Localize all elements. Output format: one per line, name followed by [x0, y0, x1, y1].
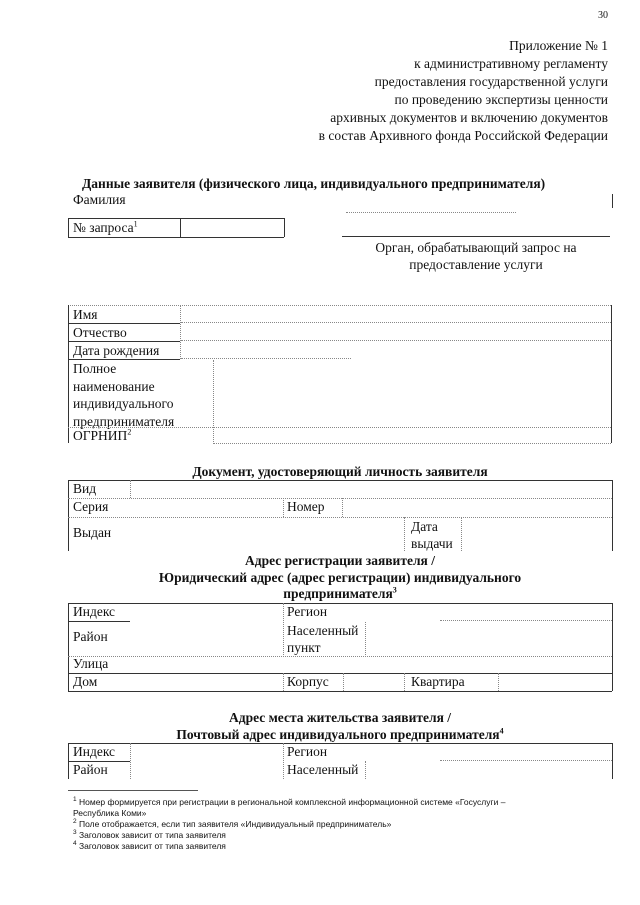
doc-issue-date-label: Дата выдачи	[411, 519, 453, 551]
page-number: 30	[598, 10, 608, 21]
appendix-line: предоставления государственной услуги	[374, 74, 608, 89]
footnote-4: $^4$ Заголовок зависит от типа заявителя	[73, 840, 226, 851]
doc-series-label: Серия	[73, 499, 109, 514]
birthdate-label: Дата рождения	[73, 343, 160, 358]
footnote-separator	[68, 790, 198, 791]
identity-doc-title: Документ, удостоверяющий личность заявителя	[192, 464, 488, 479]
reg-index-label: Индекс	[73, 604, 116, 619]
doc-type-field[interactable]	[131, 481, 611, 497]
res-index-label: Индекс	[73, 744, 116, 759]
reg-district-label: Район	[73, 629, 108, 644]
request-number-field[interactable]	[181, 219, 283, 236]
appendix-line: архивных документов и включению документов	[330, 110, 608, 125]
reg-district-field[interactable]	[131, 622, 281, 654]
reg-building-field[interactable]	[344, 674, 402, 690]
res-district-label: Район	[73, 762, 108, 777]
appendix-header	[319, 37, 608, 145]
reg-building-label: Корпус	[287, 674, 329, 689]
birthdate-field-line[interactable]	[181, 358, 351, 359]
surname-field-line[interactable]	[346, 212, 516, 213]
appendix-line: в состав Архивного фонда Российской Федерации	[318, 128, 608, 143]
reg-house-label: Дом	[73, 674, 98, 689]
surname-label: Фамилия	[73, 192, 126, 207]
entrepreneur-name-label: Полное наименование индивидуального предпринимателя	[73, 361, 175, 429]
appendix-line: по проведению экспертизы ценности	[394, 92, 608, 107]
reg-locality-label: Населенный пункт	[287, 623, 359, 655]
name-label: Имя	[73, 307, 98, 322]
ogrnip-label: ОГРНИП$^2$	[73, 427, 132, 443]
doc-issued-by-label: Выдан	[73, 525, 112, 540]
doc-number-label: Номер	[287, 499, 325, 514]
reg-region-label: Регион	[287, 604, 328, 619]
res-district-field[interactable]	[131, 762, 281, 778]
res-index-field[interactable]	[131, 744, 281, 760]
registration-address-title: Адрес регистрации заявителя / Юридический адрес (адрес регистрации) индивидуального предпринимателя$^3$	[158, 553, 522, 601]
doc-type-label: Вид	[73, 481, 97, 496]
reg-locality-field[interactable]	[366, 622, 611, 654]
reg-house-field[interactable]	[131, 674, 281, 690]
residence-address-title: Адрес места жительства заявителя / Почтовый адрес индивидуального предпринимателя$^4$	[176, 710, 504, 742]
name-field-line[interactable]	[181, 322, 611, 323]
authority-caption: Орган, обрабатывающий запрос на предоставление услуги	[375, 240, 577, 272]
res-region-label: Регион	[287, 744, 328, 759]
footnotes	[73, 797, 505, 852]
ogrnip-field-line[interactable]	[214, 443, 611, 444]
res-locality-label: Населенный	[287, 762, 359, 777]
appendix-line: Приложение № 1	[509, 38, 608, 53]
doc-series-field[interactable]	[131, 499, 281, 515]
reg-index-field[interactable]	[131, 604, 281, 620]
patronymic-label: Отчество	[73, 325, 127, 340]
res-region-field-line[interactable]	[440, 760, 612, 761]
reg-apartment-label: Квартира	[411, 674, 465, 689]
reg-region-field-line[interactable]	[440, 620, 612, 621]
appendix-line: к административному регламенту	[414, 56, 608, 71]
res-locality-field[interactable]	[366, 762, 611, 778]
applicant-section-title: Данные заявителя (физического лица, индивидуального предпринимателя)	[82, 176, 546, 191]
patronymic-field-line[interactable]	[181, 340, 611, 341]
entrepreneur-name-field[interactable]	[214, 360, 610, 426]
request-number-label: № запроса$^1$	[73, 219, 138, 235]
authority-line[interactable]	[342, 236, 610, 237]
doc-issued-by-field[interactable]	[131, 518, 401, 550]
footnote-3: $^3$ Заголовок зависит от типа заявителя	[73, 829, 226, 840]
form-border	[612, 194, 613, 208]
reg-street-field[interactable]	[131, 657, 611, 672]
footnote-1-cont: Республика Коми»	[73, 808, 147, 818]
footnote-1: $^1$ Номер формируется при регистрации в региональной комплексной информационной системе «Госуслуги –	[73, 796, 506, 807]
reg-apartment-field[interactable]	[499, 674, 611, 690]
footnote-2: $^2$ Поле отображается, если тип заявителя «Индивидуальный предприниматель»	[73, 818, 392, 829]
doc-number-field[interactable]	[343, 499, 611, 515]
reg-street-label: Улица	[73, 656, 109, 671]
doc-issue-date-field[interactable]	[462, 518, 611, 550]
